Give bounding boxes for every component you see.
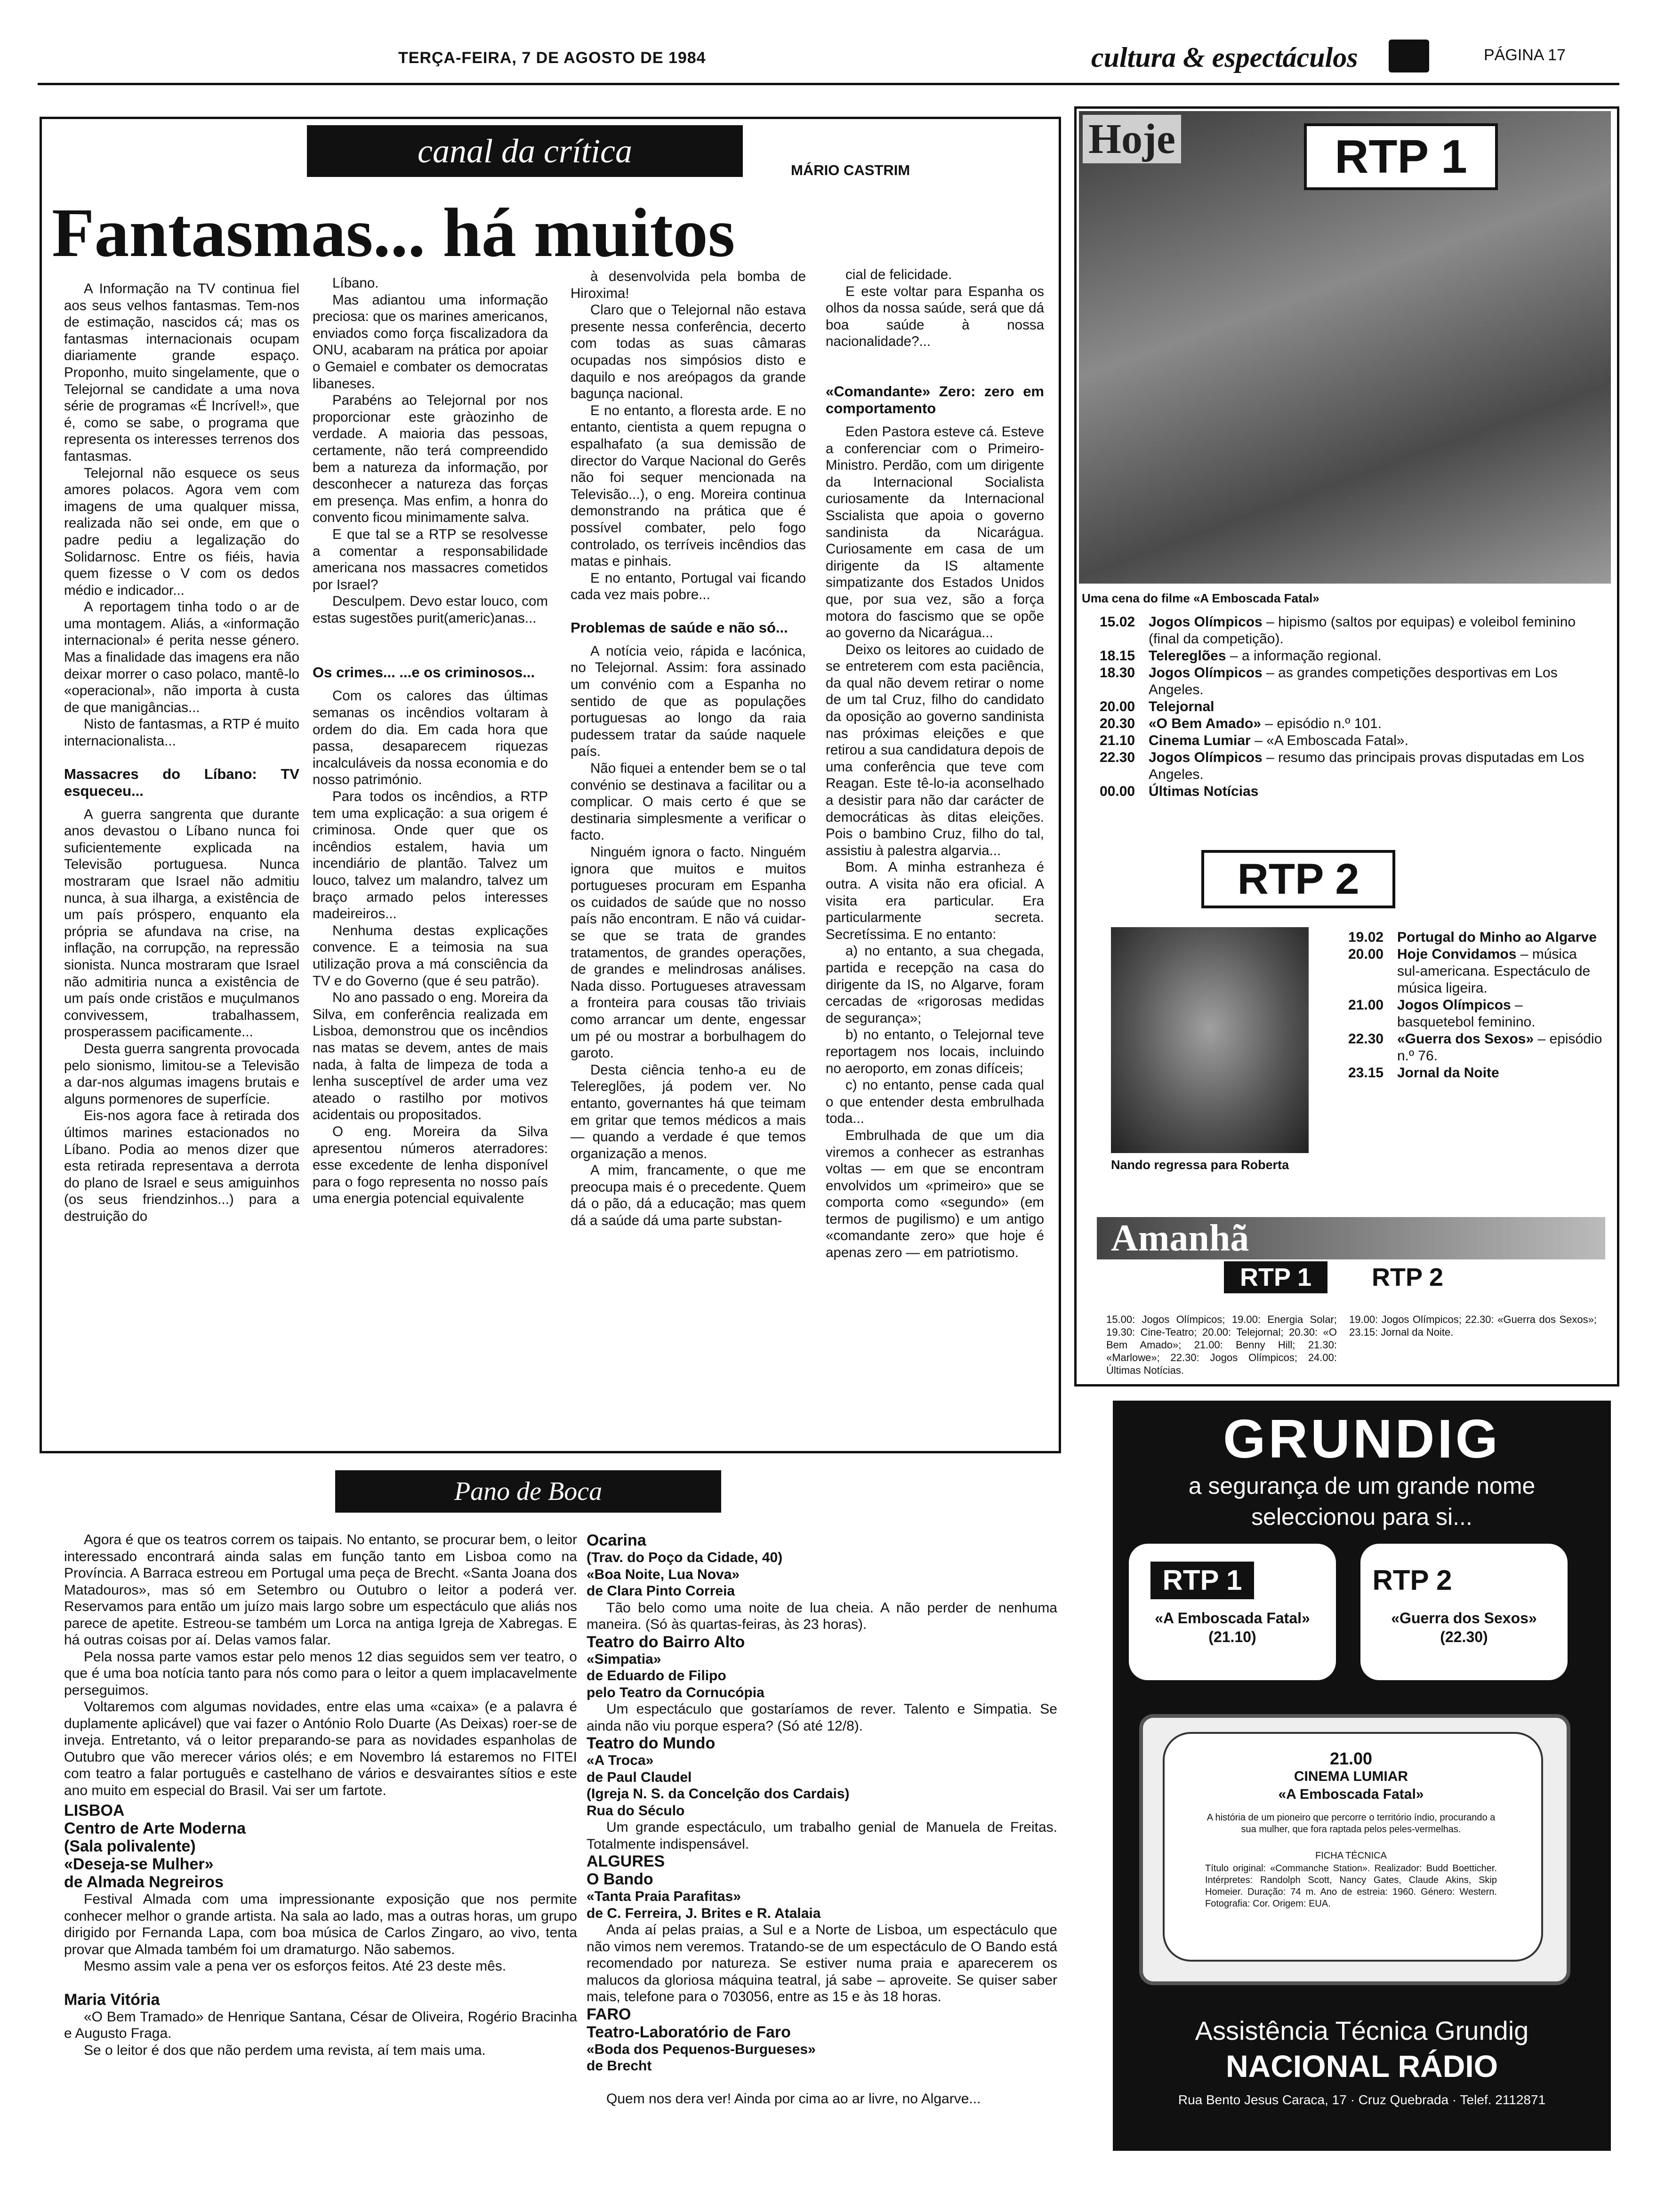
- subheading: Os crimes... ...e os criminosos...: [313, 664, 535, 681]
- paragraph: Não fiquei a entender bem se o tal convénio se destinava a facilitar ou a complicar. O mais certo é que se destinaria simplesmente a verificar o facto.: [571, 761, 806, 843]
- critica-column-4: [826, 266, 1044, 1261]
- critica-headline: Fantasmas... há muitos: [52, 194, 735, 272]
- photo2-caption: Nando regressa para Roberta: [1111, 1158, 1289, 1172]
- paragraph: b) no entanto, o Telejornal teve reportagem nos locais, incluindo no aeroporto, em zonas difíceis;: [826, 1027, 1044, 1076]
- rtp2-logo: RTP 2: [1201, 850, 1395, 908]
- venue-name: Maria Vitória: [64, 1990, 160, 2009]
- screen-time: 21.00: [1329, 1749, 1373, 1768]
- ficha-tecnica: Título original: «Commanche Station». Realizador: Budd Boetticher. Intérpretes: Randolph Scott, Nancy Gates, Claude Akins, Skip Homeier. Duração: 74 m. Ano de estreia: 1960. Género: Western. Fotografia: Cor. Origem: EUA.: [1205, 1863, 1497, 1909]
- paragraph: Se o leitor é dos que não perdem uma revista, aí tem mais uma.: [84, 2042, 486, 2058]
- paragraph: Mas adiantou uma informação preciosa: que os marines americanos, enviados como força fiscalizadora da ONU, acabaram na prática por apoiar o Gemaiel e combater os democratas libaneses.: [313, 292, 548, 392]
- amanha-rtp2-text: 19.00: Jogos Olímpicos; 22.30: «Guerra dos Sexos»; 23.15: Jornal da Noite.: [1349, 1314, 1597, 1338]
- screen-title-1: CINEMA LUMIAR: [1294, 1769, 1408, 1784]
- venue-address: (Trav. do Poço da Cidade, 40): [587, 1550, 783, 1565]
- masthead-rule: [38, 83, 1619, 85]
- screen-title-2: «A Emboscada Fatal»: [1278, 1787, 1424, 1802]
- play-title: «Boa Noite, Lua Nova»: [587, 1566, 740, 1582]
- paragraph: Agora é que os teatros correm os taipais. No entanto, se procurar bem, o leitor interessado encontrará ainda salas em função tanto em Lisboa como na Província. A Barraca estreou em Portugal uma peça de Brecht. «Santa Joana dos Matadouros», mas só em Setembro ou Outubro o leitor a poderá ver. Reservamos para então um juízo mais largo sobre um espectáculo que aliás nos parece de apetite. Estreou-se também um Lorca na antiga Igreja de Xabregas. E há outras coisas por aí. Delas vamos falar.: [64, 1532, 577, 1648]
- critica-column-2: [313, 275, 548, 1207]
- newspaper-logo-icon: [1389, 40, 1429, 72]
- region-heading: LISBOA: [64, 1802, 125, 1819]
- venue-detail: (Sala polivalente): [64, 1837, 196, 1855]
- paragraph: Para todos os incêndios, a RTP tem uma explicação: a sua origem é criminosa. Onde quer que os incêndios estalem, havia um incendiário de plantão. Talvez um louco, talvez um malandro, talvez um braço armado pelos interesses madeireiros...: [313, 789, 548, 922]
- program-row: 20.00 Hoje Convidamos – música sul-americana. Espectáculo de música ligeira.: [1348, 946, 1591, 996]
- paragraph: A notícia veio, rápida e lacónica, no Telejornal. Assim: fora assinado um convénio com a Espanha no sentido de que as populações portuguesas ao longo da raia pudessem tratar da saúde naquele país.: [571, 643, 806, 760]
- paragraph: E este voltar para Espanha os olhos da nossa saúde, será que dá boa saúde à nossa nacionalidade?...: [826, 283, 1044, 350]
- venue-address: Rua do Século: [587, 1803, 685, 1819]
- screen-synopsis: A história de um pioneiro que percorre o território índio, procurando a sua mulher, que fora raptada pelos peles-vermelhas.: [1207, 1812, 1496, 1835]
- pano-left-column: [64, 1531, 577, 2059]
- paragraph: Um grande espectáculo, um trabalho genial de Manuela de Freitas. Totalmente indispensável.: [587, 1819, 1057, 1852]
- service-line-2: NACIONAL RÁDIO: [1225, 2049, 1498, 2084]
- play-author: de Eduardo de Filipo: [587, 1668, 726, 1683]
- ad-rtp2-show: «Guerra dos Sexos»: [1391, 1610, 1537, 1627]
- amanha-rtp2-logo: RTP 2: [1356, 1261, 1459, 1293]
- ficha-title: FICHA TÉCNICA: [1315, 1851, 1387, 1861]
- paragraph: Festival Almada com uma impressionante exposição que nos permite conhecer melhor o grande artista. Na sala ao lado, mas a outras horas, um grupo dirigido por Fernanda Lapa, com boa música de Carlos Zingaro, ao vivo, tenta provar que Almada também foi um dramaturgo. Não sabemos.: [64, 1891, 577, 1957]
- play-title: «A Troca»: [587, 1753, 654, 1768]
- paragraph: A reportagem tinha todo o ar de uma montagem. Aliás, a «informação internacional» é perita nesse género. Mas a finalidade das imagens era não deixar morrer o caso polaco, mantê-lo «operacional», não importa à custa de que manigâncias...: [64, 599, 299, 715]
- paragraph: Quem nos dera ver! Ainda por cima ao ar livre, no Algarve...: [606, 2091, 981, 2107]
- amanha-label: Amanhã: [1111, 1218, 1249, 1259]
- region-heading: ALGURES: [587, 1852, 665, 1870]
- critica-author: MÁRIO CASTRIM: [791, 162, 910, 178]
- program-row: 23.15 Jornal da Noite: [1348, 1065, 1499, 1081]
- venue-name: O Bando: [587, 1870, 653, 1888]
- program-row: 18.15 Telereglões – a informação regional.: [1100, 648, 1382, 664]
- venue-name: Teatro do Bairro Alto: [587, 1633, 745, 1651]
- venue-name: Teatro do Mundo: [587, 1734, 716, 1752]
- play-title: «Tanta Praia Parafitas»: [587, 1889, 741, 1904]
- paragraph: A mim, francamente, o que me preocupa mais é o precedente. Quem dá o pão, dá a educação; mas quem dá a saúde dá uma parte substan-: [571, 1162, 806, 1229]
- paragraph: Eis-nos agora face à retirada dos últimos marines estacionados no Líbano. Podia ao menos dizer que esta retirada representava a derrota do plano de Israel e seus amiguinhos (os seus friendzinhos...) para a destruição do: [64, 1108, 299, 1224]
- play-title: «Deseja-se Mulher»: [64, 1855, 214, 1873]
- paragraph: Claro que o Telejornal não estava presente nessa conferência, decerto com todas as suas câmaras ocupadas nos simpósios disto e daquilo e nos areópagos da grande bagunça nacional.: [571, 302, 806, 402]
- paragraph: Nisto de fantasmas, a RTP é muito internacionalista...: [64, 716, 299, 749]
- service-line-1: Assistência Técnica Grundig: [1195, 2016, 1529, 2045]
- photo1-caption: Uma cena do filme «A Emboscada Fatal»: [1082, 591, 1319, 605]
- rtp2-schedule: [1348, 929, 1602, 1082]
- critica-column-1: [64, 281, 299, 1225]
- grundig-tagline-1: a segurança de um grande nome: [1188, 1473, 1536, 1499]
- paragraph: a) no entanto, a sua chegada, partida e recepção na casa do dirigente da IS, no Algarve, foram cercadas de «rigorosas medidas de segurança»;: [826, 943, 1044, 1026]
- masthead-date: TERÇA-FEIRA, 7 DE AGOSTO DE 1984: [398, 49, 706, 67]
- venue-name: Ocarina: [587, 1531, 646, 1549]
- play-author: de Paul Claudel: [587, 1769, 692, 1785]
- paragraph: Desta ciência tenho-a eu de Telereglões, já podem ver. No entanto, governantes há que teimam em gritar que temos médicos a mais — quando a verdade é que temos organização a menos.: [571, 1062, 806, 1162]
- paragraph: E no entanto, Portugal vai ficando cada vez mais pobre...: [571, 570, 806, 603]
- ad-rtp2-logo: RTP 2: [1360, 1562, 1464, 1599]
- pano-right-column: [587, 1531, 1057, 2107]
- paragraph: «O Bem Tramado» de Henrique Santana, César de Oliveira, Rogério Bracinha e Augusto Fraga.: [64, 2009, 577, 2041]
- program-row: 20.30 «O Bem Amado» – episódio n.º 101.: [1100, 716, 1382, 731]
- rtp1-schedule: [1100, 614, 1603, 800]
- program-row: 21.00 Jogos Olímpicos – basquetebol feminino.: [1348, 997, 1536, 1030]
- paragraph: Bom. A minha estranheza é outra. A visita não era oficial. A visita era particular. Era particularmente secreta. Secretíssima. E no entanto:: [826, 859, 1044, 942]
- paragraph: Telejornal não esquece os seus amores polacos. Agora vem com imagens de uma qualquer missa, realizada não sei onde, em que o padre pediu a legalização do Solidarnosc. Entre os fiéis, havia quem fizesse o V com os dedos médio e indicador...: [64, 465, 299, 598]
- play-title: «Simpatia»: [587, 1651, 661, 1667]
- rtp1-logo: RTP 1: [1304, 123, 1498, 190]
- venue-name: Centro de Arte Moderna: [64, 1819, 246, 1837]
- ad-rtp1-time: (21.10): [1208, 1628, 1256, 1645]
- paragraph: E no entanto, a floresta arde. E no entanto, cientista a quem repugna o espalhafato (a sua demissão de director do Varque Nacional do Gerês não foi sequer mencionada na Televisão...), o eng. Moreira continua demonstrando na prática que é possível combater, pelo fogo controlado, os terríveis incêndios das matas e pinhais.: [571, 402, 806, 569]
- section-title: cultura & espectáculos: [1091, 42, 1358, 73]
- play-author: de Clara Pinto Correia: [587, 1583, 735, 1599]
- program-row: 21.10 Cinema Lumiar – «A Emboscada Fatal».: [1100, 733, 1408, 748]
- subheading: «Comandante» Zero: zero em comportamento: [826, 383, 1044, 417]
- pano-banner: Pano de Boca: [335, 1470, 721, 1513]
- nando-portrait-image: [1111, 927, 1309, 1153]
- paragraph: Eden Pastora esteve cá. Esteve a conferenciar com o Primeiro-Ministro. Perdão, com um dirigente da Internacional Socialista curiosamente da Internacional Sscialista que apoia o governo sandinista da Nicarágua. Curiosamente em casa de um dirigente da IS altamente simpatizante dos Estados Unidos que, por sua vez, são a força motora do fascismo que se opõe ao governo da Nicarágua...: [826, 424, 1044, 641]
- paragraph: Nenhuma destas explicações convence. E a teimosia na sua utilização prova a má consciência da TV e do Governo (que é seu patrão).: [313, 922, 548, 989]
- critica-banner: canal da crítica: [307, 125, 743, 177]
- program-row: 15.02 Jogos Olímpicos – hipismo (saltos por equipas) e voleibol feminino (final da competição).: [1100, 614, 1576, 647]
- paragraph: Pela nossa parte vamos estar pelo menos 12 dias seguidos sem ver teatro, o que é uma boa notícia tanto para nós como para o leitor a quem implacavelmente perseguimos.: [64, 1649, 577, 1698]
- grundig-brand: GRUNDIG: [1223, 1408, 1501, 1469]
- paragraph: E que tal se a RTP se resolvesse a comentar a responsabilidade americana nos massacres cometidos por Israel?: [313, 526, 548, 593]
- program-row: 22.30 «Guerra dos Sexos» – episódio n.º 76.: [1348, 1031, 1602, 1064]
- play-author: de Brecht: [587, 2058, 652, 2074]
- paragraph: Parabéns ao Telejornal por nos proporcionar este gràozinho de verdade. A maioria das pessoas, certamente, não terá compreendido bem a natureza da informação, por desconhecer a natureza das forças em presença. Mas enfim, a honra do convento ficou minimamente salva.: [313, 393, 548, 526]
- subheading: Massacres do Líbano: TV esqueceu...: [64, 765, 299, 799]
- paragraph: A Informação na TV continua fiel aos seus velhos fantasmas. Tem-nos de estimação, nascidos cá; mas os fantasmas internacionais ocupam diariamente grande espaço. Proponho, muito singelamente, que o Telejornal se candidate a uma nova série de programas «É Incrível!», que é, como se sabe, o programa que representa os interesses terrenos dos fantasmas.: [64, 281, 299, 464]
- play-title: «Boda dos Pequenos-Burgueses»: [587, 2041, 816, 2057]
- subheading: Problemas de saúde e não só...: [571, 619, 788, 636]
- paragraph: Com os calores das últimas semanas os incêndios voltaram à ordem do dia. Em cada hora que passa, desaparecem riquezas incalculáveis da nossa economia e do nosso património.: [313, 688, 548, 788]
- ad-address: Rua Bento Jesus Caraca, 17 · Cruz Quebrada · Telef. 2112871: [1178, 2092, 1546, 2107]
- grundig-tagline-2: seleccionou para si...: [1251, 1504, 1472, 1530]
- amanha-rtp1-text: 15.00: Jogos Olímpicos; 19.00: Energia Solar; 19.30: Cine-Teatro; 20.00: Telejornal; 20.30: «O Bem Amado»; 21.00: Benny Hill; 21.30: «Marlowe»; 22.30: Jogos Olímpicos; 24.00: Últimas Notícias.: [1106, 1314, 1337, 1376]
- page-number: PÁGINA 17: [1484, 46, 1566, 64]
- paragraph: cial de felicidade.: [845, 267, 952, 282]
- program-row: 00.00 Últimas Notícias: [1100, 784, 1259, 799]
- paragraph: Anda aí pelas praias, a Sul e a Norte de Lisboa, um espectáculo que não vimos nem veremos. Tratando-se de um espectáculo de O Bando está recomendado por natureza. Se estiver numa praia e aparecerem os malucos da gloriosa máquina teatral, já sabe – aproveite. Se quiser saber mais, telefone para o 703056, entre as 15 e às 18 horas.: [587, 1922, 1057, 2004]
- paragraph: Tão belo como uma noite de lua cheia. A não perder de nenhuma maneira. (Só às quartas-feiras, às 23 horas).: [587, 1600, 1057, 1632]
- ad-rtp1-logo: RTP 1: [1150, 1562, 1254, 1599]
- program-row: 20.00 Telejornal: [1100, 699, 1215, 714]
- ad-rtp2-time: (22.30): [1440, 1628, 1488, 1645]
- hoje-label: Hoje: [1083, 115, 1181, 163]
- ad-rtp1-show: «A Emboscada Fatal»: [1155, 1610, 1310, 1627]
- program-row: 22.30 Jogos Olímpicos – resumo das principais provas disputadas em Los Angeles.: [1100, 750, 1585, 782]
- play-author: de C. Ferreira, J. Brites e R. Atalaia: [587, 1905, 821, 1921]
- program-row: 18.30 Jogos Olímpicos – as grandes competições desportivas em Los Angeles.: [1100, 665, 1558, 697]
- paragraph: Deixo os leitores ao cuidado de se entreterem com esta paciência, da qual não devem retirar o nome de um tal Cruz, filho do candidato da oposição ao governo sandinista nas próximas eleições e que retirou a sua candidatura depois de uma conferência que teve com Reagan. Este tê-lo-ia aconselhado a desistir para não dar carácter de democráticas às ditas eleições. Pois o bambino Cruz, filho do tal, assistiu à palestra algarvia...: [826, 641, 1044, 858]
- paragraph: O eng. Moreira da Silva apresentou números aterradores: esse excedente de lenha disponível para o fogo representa no nosso país uma energia potencial equivalente: [313, 1123, 548, 1207]
- critica-column-3: [571, 268, 806, 1229]
- paragraph: c) no entanto, pense cada qual o que entender desta embrulhada toda...: [826, 1077, 1044, 1127]
- paragraph: A guerra sangrenta que durante anos devastou o Líbano nunca foi suficientemente explicada na Televisão portuguesa. Nunca mostraram que Israel não admitiu nunca, à sua ilharga, a existência de um país próspero, enquanto ela própria se afundava na crise, na inflação, na corrupção, na repressão sionista. Nunca mostraram que Israel não admitiria nunca a existência de um país onde cristãos e muçulmanos convivessem, trabalhassem, prosperassem pacificamente...: [64, 806, 299, 1040]
- venue-name: Teatro-Laboratório de Faro: [587, 2023, 791, 2041]
- amanha-rtp1-logo: RTP 1: [1224, 1261, 1327, 1293]
- program-row: 19.02 Portugal do Minho ao Algarve: [1348, 930, 1597, 945]
- paragraph: Desta guerra sangrenta provocada pelo sionismo, limitou-se a Televisão a dar-nos algumas imagens brutais e alguns pormenores de superfície.: [64, 1041, 299, 1107]
- region-heading: FARO: [587, 2005, 631, 2023]
- paragraph: Voltaremos com algumas novidades, entre elas uma «caixa» (e a palavra é duplamente aplicável) que vai fazer o António Rolo Duarte (As Deixas) roer-se de inveja. Entretanto, vá o leitor preparando-se para as novidades espanholas de Outubro que vão merecer vários olés; e em Novembro lá estaremos no FITEI com teatro a falar português e castelhano de vários e desvairantes sítios e este ano muito em especial do Brasil. Vai ser um fartote.: [64, 1699, 577, 1798]
- paragraph: Um espectáculo que gostaríamos de rever. Talento e Simpatia. Se ainda não viu porque espera? (Só até 12/8).: [587, 1701, 1057, 1734]
- play-author: de Almada Negreiros: [64, 1873, 224, 1891]
- paragraph: Ninguém ignora o facto. Ninguém ignora que muitos e muitos portugueses procuram em Espanha os cuidados de saúde que no nosso país não encontram. E não vá cuidar-se que se trata de grandes tratamentos, de grandes operações, de grandes e melindrosas análises. Nada disso. Portugueses atravessam a fronteira para cousas tão triviais como arrancar um dente, engessar um pé ou mostrar a borbulhagem do garoto.: [571, 844, 806, 1061]
- play-company: pelo Teatro da Cornucópia: [587, 1684, 764, 1700]
- paragraph: Desculpem. Devo estar louco, com estas sugestões purit(americ)anas...: [313, 593, 548, 626]
- paragraph: Líbano.: [332, 275, 379, 291]
- paragraph: à desenvolvida pela bomba de Hiroxima!: [571, 269, 806, 301]
- paragraph: Embrulhada de que um dia viremos a conhecer as estranhas voltas — em que se encontram envolvidos um «primeiro» que se comporta como «segundo» (em termos de pugilismo) e um antigo «comandante zero» que hoje é apenas zero — em patriotismo.: [826, 1127, 1044, 1261]
- paragraph: Mesmo assim vale a pena ver os esforços feitos. Até 23 deste mês.: [84, 1958, 507, 1974]
- venue-detail: (Igreja N. S. da Concelção dos Cardais): [587, 1786, 850, 1802]
- paragraph: No ano passado o eng. Moreira da Silva, em conferência realizada em Lisboa, demonstrou que os incêndios nas matas se devem, antes de mais nada, à falta de limpeza de toda a lenha susceptível de arder uma vez ateado o rastilho por motivos acidentais ou propositados.: [313, 990, 548, 1123]
